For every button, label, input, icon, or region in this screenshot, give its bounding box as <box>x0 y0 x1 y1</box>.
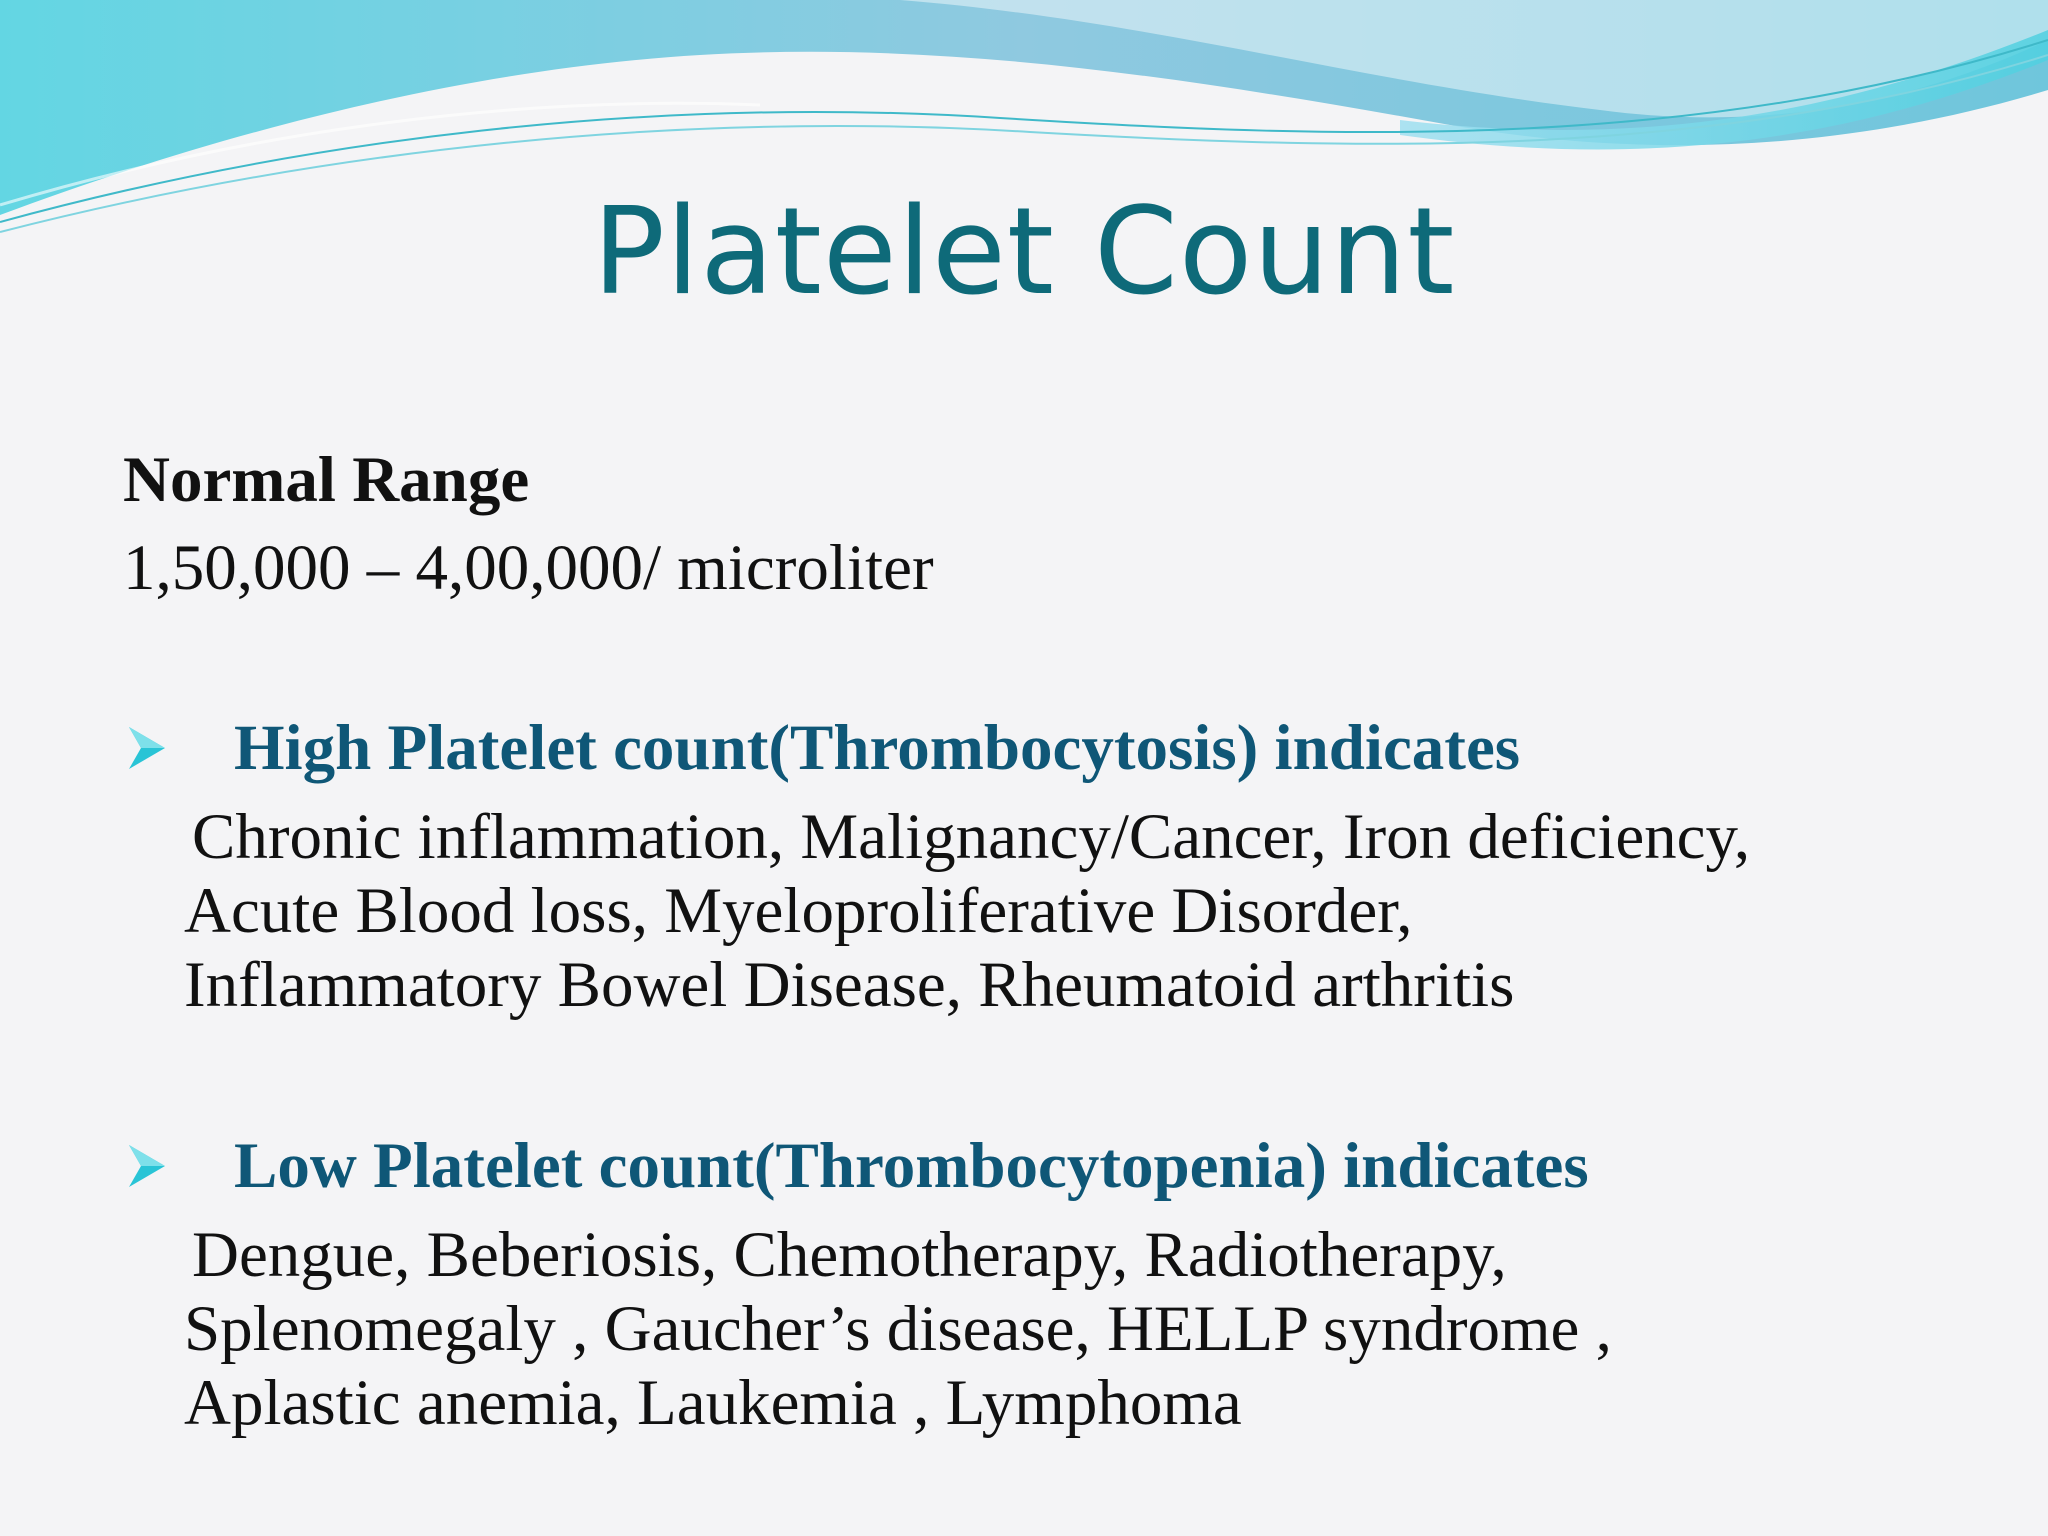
arrow-bullet-icon <box>127 725 167 771</box>
slide-title: Platelet Count <box>592 183 1456 322</box>
low-cause-line: Aplastic anemia, Laukemia , Lymphoma <box>184 1367 1242 1439</box>
high-cause-line: Inflammatory Bowel Disease, Rheumatoid arthritis <box>184 949 1515 1021</box>
low-platelet-causes <box>184 1218 1984 1440</box>
high-cause-line: Chronic inflammation, Malignancy/Cancer, Iron deficiency, <box>192 801 1751 873</box>
normal-range-heading: Normal Range <box>123 444 530 516</box>
high-platelet-causes <box>184 800 1984 1022</box>
low-platelet-heading: Low Platelet count(Thrombocytopenia) indicates <box>234 1130 1589 1202</box>
high-cause-line: Acute Blood loss, Myeloproliferative Disorder, <box>184 875 1413 947</box>
normal-range-value: 1,50,000 – 4,00,000/ microliter <box>123 532 934 604</box>
low-cause-line: Dengue, Beberiosis, Chemotherapy, Radiotherapy, <box>192 1219 1507 1291</box>
high-platelet-heading: High Platelet count(Thrombocytosis) indicates <box>234 712 1521 784</box>
arrow-bullet-icon <box>127 1143 167 1189</box>
low-cause-line: Splenomegaly , Gaucher’s disease, HELLP syndrome , <box>184 1293 1612 1365</box>
